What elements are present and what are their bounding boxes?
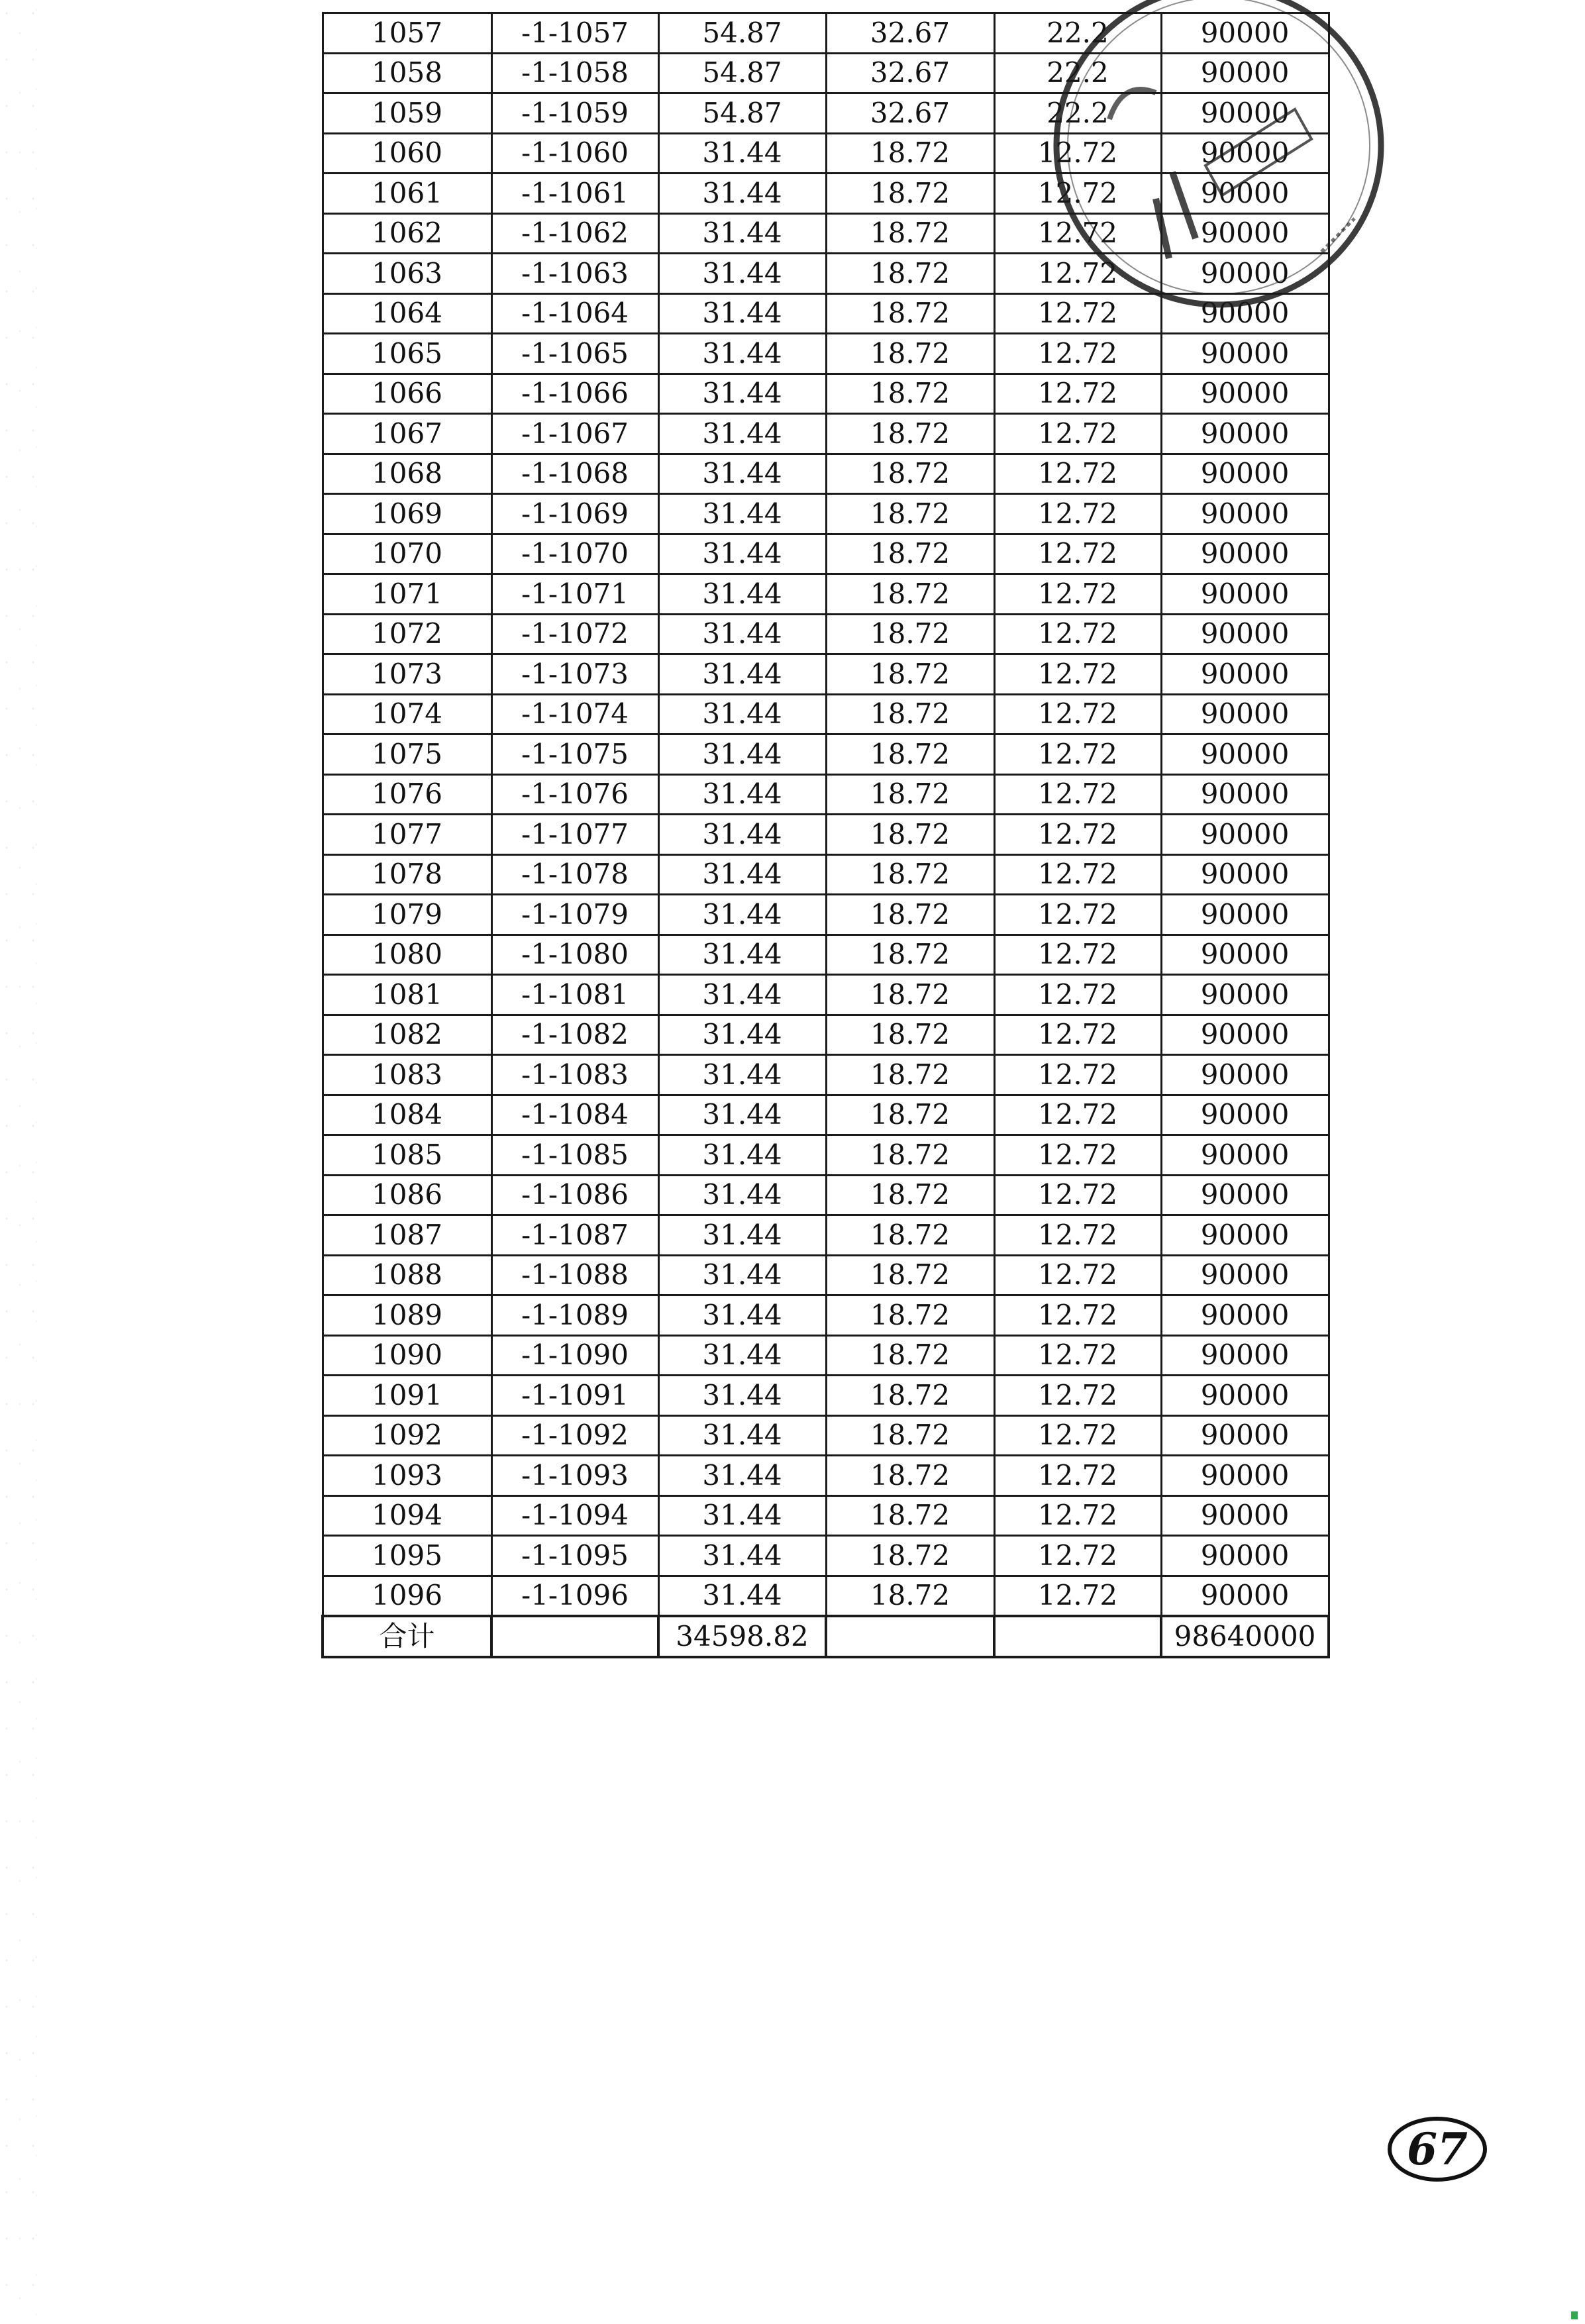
table-row <box>323 1095 1329 1135</box>
shared-area-cell: 12.72 <box>994 654 1161 695</box>
unit-code-cell: -1-1080 <box>491 935 658 975</box>
table-row <box>323 334 1329 374</box>
total-area-cell: 31.44 <box>658 334 826 374</box>
total-area-cell: 31.44 <box>658 574 826 615</box>
inner-area-cell: 18.72 <box>826 454 994 494</box>
unit-code-cell: -1-1096 <box>491 1576 658 1616</box>
row-index-cell: 1066 <box>323 374 491 414</box>
row-index-cell: 1096 <box>323 1576 491 1616</box>
shared-area-cell: 12.72 <box>994 174 1161 214</box>
row-index-cell: 1067 <box>323 414 491 454</box>
price-cell: 90000 <box>1161 815 1329 855</box>
price-cell: 90000 <box>1161 1456 1329 1496</box>
shared-area-cell: 12.72 <box>994 614 1161 654</box>
inner-area-cell: 18.72 <box>826 1095 994 1135</box>
shared-area-cell: 12.72 <box>994 895 1161 935</box>
price-cell: 90000 <box>1161 534 1329 574</box>
shared-area-cell: 12.72 <box>994 293 1161 334</box>
price-cell: 90000 <box>1161 1255 1329 1295</box>
total-area-cell: 31.44 <box>658 174 826 214</box>
total-area-cell: 31.44 <box>658 815 826 855</box>
table-row <box>323 1295 1329 1336</box>
row-index-cell: 1076 <box>323 774 491 815</box>
inner-area-cell: 18.72 <box>826 133 994 174</box>
unit-code-cell: -1-1065 <box>491 334 658 374</box>
price-cell: 90000 <box>1161 133 1329 174</box>
row-index-cell: 1087 <box>323 1215 491 1256</box>
total-price-cell: 98640000 <box>1161 1616 1329 1657</box>
unit-code-cell: -1-1093 <box>491 1456 658 1496</box>
data-table <box>321 12 1330 1658</box>
table-row <box>323 614 1329 654</box>
shared-area-cell: 12.72 <box>994 133 1161 174</box>
total-shared-area-cell <box>994 1616 1161 1657</box>
total-area-cell: 31.44 <box>658 1055 826 1095</box>
unit-code-cell: -1-1073 <box>491 654 658 695</box>
total-area-cell: 31.44 <box>658 414 826 454</box>
table-row <box>323 1415 1329 1456</box>
price-cell: 90000 <box>1161 1015 1329 1055</box>
total-area-cell: 31.44 <box>658 1536 826 1576</box>
unit-code-cell: -1-1072 <box>491 614 658 654</box>
inner-area-cell: 18.72 <box>826 1536 994 1576</box>
row-index-cell: 1090 <box>323 1335 491 1376</box>
table-row <box>323 1536 1329 1576</box>
price-cell: 90000 <box>1161 334 1329 374</box>
total-inner-area-cell <box>826 1616 994 1657</box>
shared-area-cell: 12.72 <box>994 574 1161 615</box>
table-row <box>323 174 1329 214</box>
unit-code-cell: -1-1084 <box>491 1095 658 1135</box>
table-row <box>323 734 1329 775</box>
row-index-cell: 1063 <box>323 254 491 294</box>
inner-area-cell: 18.72 <box>826 1376 994 1416</box>
shared-area-cell: 12.72 <box>994 935 1161 975</box>
row-index-cell: 1081 <box>323 975 491 1015</box>
total-area-cell: 31.44 <box>658 1255 826 1295</box>
unit-code-cell: -1-1067 <box>491 414 658 454</box>
table-row <box>323 1135 1329 1176</box>
row-index-cell: 1070 <box>323 534 491 574</box>
inner-area-cell: 18.72 <box>826 1295 994 1336</box>
price-cell: 90000 <box>1161 694 1329 734</box>
row-index-cell: 1080 <box>323 935 491 975</box>
total-area-cell: 31.44 <box>658 374 826 414</box>
inner-area-cell: 18.72 <box>826 494 994 534</box>
table-body <box>323 13 1329 1657</box>
inner-area-cell: 18.72 <box>826 1015 994 1055</box>
shared-area-cell: 12.72 <box>994 1135 1161 1176</box>
unit-code-cell: -1-1070 <box>491 534 658 574</box>
row-index-cell: 1064 <box>323 293 491 334</box>
row-index-cell: 1094 <box>323 1495 491 1536</box>
unit-code-cell: -1-1081 <box>491 975 658 1015</box>
price-cell: 90000 <box>1161 654 1329 695</box>
row-index-cell: 1073 <box>323 654 491 695</box>
row-index-cell: 1058 <box>323 53 491 93</box>
shared-area-cell: 12.72 <box>994 1536 1161 1576</box>
shared-area-cell: 12.72 <box>994 1456 1161 1496</box>
row-index-cell: 1061 <box>323 174 491 214</box>
inner-area-cell: 18.72 <box>826 694 994 734</box>
row-index-cell: 1079 <box>323 895 491 935</box>
shared-area-cell: 12.72 <box>994 1095 1161 1135</box>
inner-area-cell: 18.72 <box>826 935 994 975</box>
table-row <box>323 935 1329 975</box>
table-row <box>323 213 1329 254</box>
table-row <box>323 895 1329 935</box>
row-index-cell: 1062 <box>323 213 491 254</box>
price-cell: 90000 <box>1161 213 1329 254</box>
total-area-cell: 31.44 <box>658 694 826 734</box>
row-index-cell: 1085 <box>323 1135 491 1176</box>
table-row <box>323 494 1329 534</box>
table-row <box>323 774 1329 815</box>
total-area-cell: 31.44 <box>658 654 826 695</box>
price-cell: 90000 <box>1161 1495 1329 1536</box>
table-row <box>323 1376 1329 1416</box>
shared-area-cell: 12.72 <box>994 1376 1161 1416</box>
shared-area-cell: 12.72 <box>994 374 1161 414</box>
row-index-cell: 1086 <box>323 1175 491 1215</box>
total-area-cell: 31.44 <box>658 1095 826 1135</box>
row-index-cell: 1093 <box>323 1456 491 1496</box>
row-index-cell: 1088 <box>323 1255 491 1295</box>
row-index-cell: 1077 <box>323 815 491 855</box>
total-area-cell: 31.44 <box>658 1175 826 1215</box>
total-area-cell: 31.44 <box>658 975 826 1015</box>
shared-area-cell: 12.72 <box>994 213 1161 254</box>
row-index-cell: 1089 <box>323 1295 491 1336</box>
inner-area-cell: 18.72 <box>826 1215 994 1256</box>
price-cell: 90000 <box>1161 774 1329 815</box>
unit-code-cell: -1-1064 <box>491 293 658 334</box>
shared-area-cell: 12.72 <box>994 534 1161 574</box>
total-area-cell: 31.44 <box>658 1135 826 1176</box>
total-area-cell: 31.44 <box>658 895 826 935</box>
table-row <box>323 1495 1329 1536</box>
shared-area-cell: 22.2 <box>994 13 1161 54</box>
inner-area-cell: 32.67 <box>826 13 994 54</box>
inner-area-cell: 18.72 <box>826 854 994 895</box>
total-area-cell: 31.44 <box>658 254 826 294</box>
unit-code-cell: -1-1086 <box>491 1175 658 1215</box>
shared-area-cell: 12.72 <box>994 1255 1161 1295</box>
inner-area-cell: 18.72 <box>826 293 994 334</box>
row-index-cell: 1075 <box>323 734 491 775</box>
scan-noise <box>0 0 46 2324</box>
inner-area-cell: 18.72 <box>826 574 994 615</box>
price-cell: 90000 <box>1161 854 1329 895</box>
inner-area-cell: 18.72 <box>826 1335 994 1376</box>
shared-area-cell: 12.72 <box>994 1015 1161 1055</box>
total-total-area-cell: 34598.82 <box>658 1616 826 1657</box>
total-area-cell: 31.44 <box>658 494 826 534</box>
total-unit-code-cell <box>491 1616 658 1657</box>
row-index-cell: 1057 <box>323 13 491 54</box>
shared-area-cell: 12.72 <box>994 854 1161 895</box>
row-index-cell: 1059 <box>323 93 491 134</box>
table-row <box>323 1055 1329 1095</box>
row-index-cell: 1095 <box>323 1536 491 1576</box>
inner-area-cell: 18.72 <box>826 654 994 695</box>
row-index-cell: 1065 <box>323 334 491 374</box>
table-row <box>323 1456 1329 1496</box>
total-area-cell: 31.44 <box>658 133 826 174</box>
unit-code-cell: -1-1089 <box>491 1295 658 1336</box>
total-area-cell: 54.87 <box>658 53 826 93</box>
unit-code-cell: -1-1090 <box>491 1335 658 1376</box>
unit-code-cell: -1-1092 <box>491 1415 658 1456</box>
table-row <box>323 1215 1329 1256</box>
table-row <box>323 1175 1329 1215</box>
inner-area-cell: 18.72 <box>826 1415 994 1456</box>
corner-mark <box>1571 2311 1578 2319</box>
table-row <box>323 254 1329 294</box>
table-row <box>323 53 1329 93</box>
table-row <box>323 1015 1329 1055</box>
inner-area-cell: 18.72 <box>826 895 994 935</box>
price-cell: 90000 <box>1161 13 1329 54</box>
inner-area-cell: 32.67 <box>826 93 994 134</box>
unit-code-cell: -1-1063 <box>491 254 658 294</box>
table-row <box>323 574 1329 615</box>
inner-area-cell: 18.72 <box>826 614 994 654</box>
unit-code-cell: -1-1059 <box>491 93 658 134</box>
table-row <box>323 293 1329 334</box>
shared-area-cell: 12.72 <box>994 1215 1161 1256</box>
row-index-cell: 1091 <box>323 1376 491 1416</box>
inner-area-cell: 18.72 <box>826 774 994 815</box>
total-row-index-cell: 合计 <box>323 1616 491 1657</box>
total-area-cell: 31.44 <box>658 534 826 574</box>
unit-code-cell: -1-1083 <box>491 1055 658 1095</box>
shared-area-cell: 12.72 <box>994 454 1161 494</box>
shared-area-cell: 12.72 <box>994 815 1161 855</box>
unit-code-cell: -1-1060 <box>491 133 658 174</box>
row-index-cell: 1068 <box>323 454 491 494</box>
price-cell: 90000 <box>1161 414 1329 454</box>
unit-code-cell: -1-1095 <box>491 1536 658 1576</box>
total-area-cell: 54.87 <box>658 13 826 54</box>
page-number-text: 67 <box>1407 2123 1468 2175</box>
price-cell: 90000 <box>1161 1536 1329 1576</box>
price-cell: 90000 <box>1161 53 1329 93</box>
shared-area-cell: 12.72 <box>994 1335 1161 1376</box>
table-row <box>323 1576 1329 1616</box>
total-area-cell: 31.44 <box>658 854 826 895</box>
total-area-cell: 31.44 <box>658 1415 826 1456</box>
row-index-cell: 1084 <box>323 1095 491 1135</box>
table-row <box>323 815 1329 855</box>
shared-area-cell: 12.72 <box>994 1175 1161 1215</box>
unit-code-cell: -1-1087 <box>491 1215 658 1256</box>
total-area-cell: 31.44 <box>658 1335 826 1376</box>
inner-area-cell: 18.72 <box>826 254 994 294</box>
table-row <box>323 133 1329 174</box>
shared-area-cell: 12.72 <box>994 494 1161 534</box>
inner-area-cell: 18.72 <box>826 1055 994 1095</box>
inner-area-cell: 18.72 <box>826 334 994 374</box>
unit-code-cell: -1-1074 <box>491 694 658 734</box>
unit-code-cell: -1-1066 <box>491 374 658 414</box>
table-row <box>323 1255 1329 1295</box>
shared-area-cell: 22.2 <box>994 53 1161 93</box>
price-cell: 90000 <box>1161 374 1329 414</box>
unit-code-cell: -1-1071 <box>491 574 658 615</box>
price-cell: 90000 <box>1161 1135 1329 1176</box>
price-cell: 90000 <box>1161 734 1329 775</box>
table-row <box>323 975 1329 1015</box>
table-row <box>323 93 1329 134</box>
row-index-cell: 1060 <box>323 133 491 174</box>
price-cell: 90000 <box>1161 574 1329 615</box>
row-index-cell: 1082 <box>323 1015 491 1055</box>
shared-area-cell: 22.2 <box>994 93 1161 134</box>
unit-code-cell: -1-1085 <box>491 1135 658 1176</box>
table-row <box>323 534 1329 574</box>
total-area-cell: 54.87 <box>658 93 826 134</box>
unit-code-cell: -1-1068 <box>491 454 658 494</box>
inner-area-cell: 18.72 <box>826 1255 994 1295</box>
table-row <box>323 454 1329 494</box>
price-cell: 90000 <box>1161 454 1329 494</box>
price-cell: 90000 <box>1161 1215 1329 1256</box>
unit-code-cell: -1-1088 <box>491 1255 658 1295</box>
total-area-cell: 31.44 <box>658 1456 826 1496</box>
price-cell: 90000 <box>1161 895 1329 935</box>
total-area-cell: 31.44 <box>658 213 826 254</box>
row-index-cell: 1069 <box>323 494 491 534</box>
total-area-cell: 31.44 <box>658 1495 826 1536</box>
inner-area-cell: 18.72 <box>826 1135 994 1176</box>
shared-area-cell: 12.72 <box>994 1295 1161 1336</box>
unit-code-cell: -1-1062 <box>491 213 658 254</box>
shared-area-cell: 12.72 <box>994 975 1161 1015</box>
total-area-cell: 31.44 <box>658 1376 826 1416</box>
row-index-cell: 1092 <box>323 1415 491 1456</box>
shared-area-cell: 12.72 <box>994 1495 1161 1536</box>
row-index-cell: 1078 <box>323 854 491 895</box>
table-row <box>323 854 1329 895</box>
price-cell: 90000 <box>1161 935 1329 975</box>
price-cell: 90000 <box>1161 1175 1329 1215</box>
row-index-cell: 1071 <box>323 574 491 615</box>
inner-area-cell: 18.72 <box>826 734 994 775</box>
inner-area-cell: 18.72 <box>826 374 994 414</box>
price-cell: 90000 <box>1161 1295 1329 1336</box>
table-row <box>323 374 1329 414</box>
price-cell: 90000 <box>1161 1335 1329 1376</box>
inner-area-cell: 18.72 <box>826 174 994 214</box>
unit-code-cell: -1-1082 <box>491 1015 658 1055</box>
price-cell: 90000 <box>1161 614 1329 654</box>
table-row <box>323 1335 1329 1376</box>
shared-area-cell: 12.72 <box>994 1415 1161 1456</box>
unit-code-cell: -1-1078 <box>491 854 658 895</box>
total-area-cell: 31.44 <box>658 1215 826 1256</box>
inner-area-cell: 32.67 <box>826 53 994 93</box>
unit-code-cell: -1-1091 <box>491 1376 658 1416</box>
total-area-cell: 31.44 <box>658 935 826 975</box>
page-number <box>1384 2113 1490 2186</box>
shared-area-cell: 12.72 <box>994 1576 1161 1616</box>
inner-area-cell: 18.72 <box>826 414 994 454</box>
total-area-cell: 31.44 <box>658 293 826 334</box>
price-cell: 90000 <box>1161 1095 1329 1135</box>
row-index-cell: 1074 <box>323 694 491 734</box>
price-cell: 90000 <box>1161 1055 1329 1095</box>
unit-code-cell: -1-1077 <box>491 815 658 855</box>
total-area-cell: 31.44 <box>658 774 826 815</box>
inner-area-cell: 18.72 <box>826 534 994 574</box>
total-area-cell: 31.44 <box>658 454 826 494</box>
unit-code-cell: -1-1069 <box>491 494 658 534</box>
table-row <box>323 13 1329 54</box>
total-area-cell: 31.44 <box>658 614 826 654</box>
inner-area-cell: 18.72 <box>826 213 994 254</box>
inner-area-cell: 18.72 <box>826 1495 994 1536</box>
price-cell: 90000 <box>1161 975 1329 1015</box>
price-cell: 90000 <box>1161 1376 1329 1416</box>
table-row <box>323 654 1329 695</box>
unit-code-cell: -1-1079 <box>491 895 658 935</box>
unit-code-cell: -1-1058 <box>491 53 658 93</box>
unit-code-cell: -1-1057 <box>491 13 658 54</box>
shared-area-cell: 12.72 <box>994 254 1161 294</box>
unit-code-cell: -1-1076 <box>491 774 658 815</box>
inner-area-cell: 18.72 <box>826 815 994 855</box>
table-row <box>323 414 1329 454</box>
price-cell: 90000 <box>1161 254 1329 294</box>
row-index-cell: 1083 <box>323 1055 491 1095</box>
shared-area-cell: 12.72 <box>994 694 1161 734</box>
price-cell: 90000 <box>1161 1415 1329 1456</box>
table-row <box>323 694 1329 734</box>
total-area-cell: 31.44 <box>658 734 826 775</box>
price-cell: 90000 <box>1161 293 1329 334</box>
total-area-cell: 31.44 <box>658 1295 826 1336</box>
table-total-row <box>323 1616 1329 1657</box>
row-index-cell: 1072 <box>323 614 491 654</box>
price-cell: 90000 <box>1161 1576 1329 1616</box>
unit-code-cell: -1-1094 <box>491 1495 658 1536</box>
unit-code-cell: -1-1061 <box>491 174 658 214</box>
inner-area-cell: 18.72 <box>826 1456 994 1496</box>
shared-area-cell: 12.72 <box>994 734 1161 775</box>
price-cell: 90000 <box>1161 174 1329 214</box>
price-cell: 90000 <box>1161 494 1329 534</box>
price-cell: 90000 <box>1161 93 1329 134</box>
shared-area-cell: 12.72 <box>994 774 1161 815</box>
shared-area-cell: 12.72 <box>994 414 1161 454</box>
total-area-cell: 31.44 <box>658 1576 826 1616</box>
inner-area-cell: 18.72 <box>826 1576 994 1616</box>
shared-area-cell: 12.72 <box>994 334 1161 374</box>
shared-area-cell: 12.72 <box>994 1055 1161 1095</box>
inner-area-cell: 18.72 <box>826 975 994 1015</box>
unit-code-cell: -1-1075 <box>491 734 658 775</box>
inner-area-cell: 18.72 <box>826 1175 994 1215</box>
total-area-cell: 31.44 <box>658 1015 826 1055</box>
